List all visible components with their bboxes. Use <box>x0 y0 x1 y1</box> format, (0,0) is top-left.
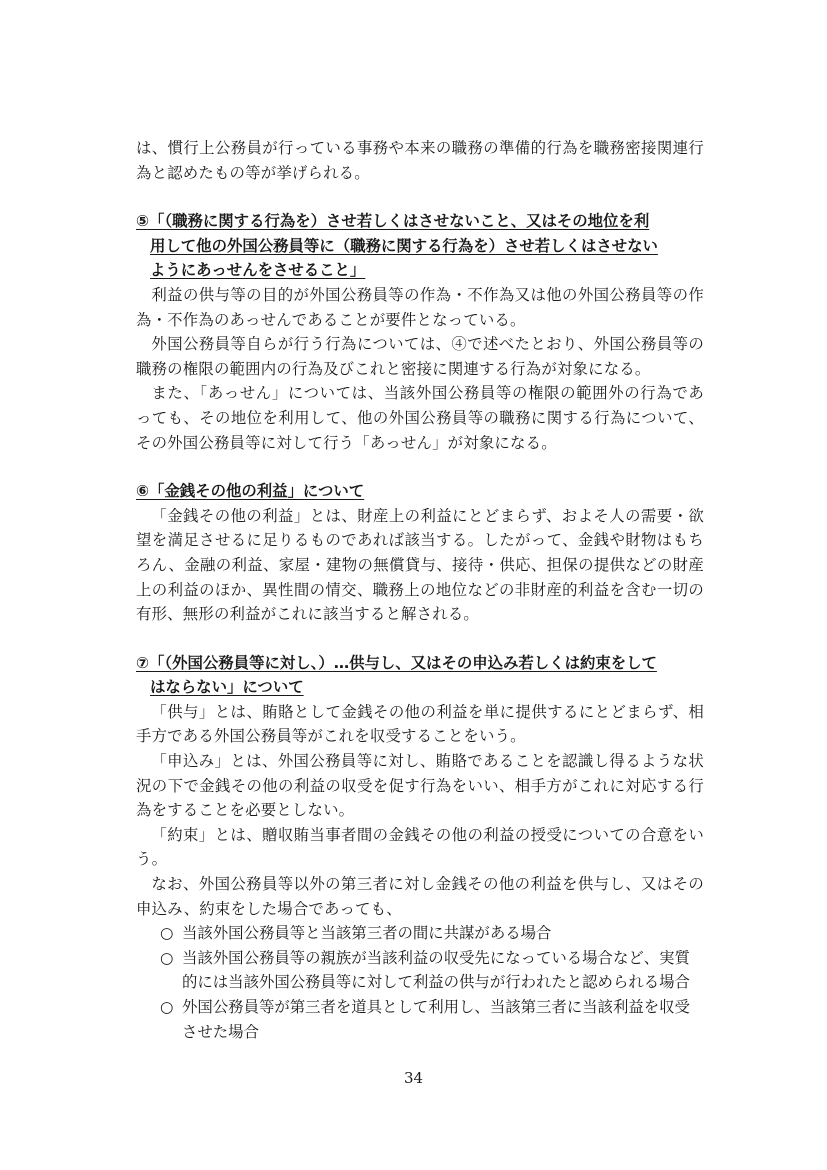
page-number: 34 <box>403 1069 424 1087</box>
list-item-text: 当該外国公務員等の親族が当該利益の収受先になっている場合など、実質的には当該外国公務員等に対して利益の供与が行われたと認められる場合 <box>182 948 690 992</box>
section-7-heading <box>136 651 704 700</box>
section-5-paragraph-3: また、「あっせん」については、当該外国公務員等の権限の範囲外の行為であっても、その地位を利用して、他の外国公務員等の職務に関する行為について、その外国公務員等に対して行う「あっせん」が対象になる。 <box>136 384 704 452</box>
circle-bullet-icon: ○ <box>160 998 174 1016</box>
section-7-paragraph-4: なお、外国公務員等以外の第三者に対し金銭その他の利益を供与し、又はその申込み、約束をした場合であっても、 <box>136 875 704 918</box>
section-7-heading-line-1: ⑦「（外国公務員等に対し、）…供与し、又はその申込み若しくは約束をして <box>136 653 657 672</box>
condition-list <box>136 921 704 1044</box>
circle-bullet-icon: ○ <box>160 924 174 943</box>
section-6-heading <box>136 479 704 504</box>
section-7-paragraph-2: 「申込み」とは、外国公務員等に対し、賄賂であることを認識し得るような状況の下で金銭その他の利益の収受を促す行為をいい、相手方がこれに対応する行為をすることを必要としない。 <box>136 752 704 820</box>
section-7-heading-line-2: はならない」について <box>150 678 304 697</box>
section-5-paragraph-1: 利益の供与等の目的が外国公務員等の作為・不作為又は他の外国公務員等の作為・不作為のあっせんであることが要件となっている。 <box>136 285 704 329</box>
section-7-paragraph-1: 「供与」とは、賄賂として金銭その他の利益を単に提供するにとどまらず、相手方である外国公務員等がこれを収受することをいう。 <box>136 702 704 746</box>
list-item <box>160 921 704 946</box>
section-5-heading-line-3: ようにあっせんをさせること」 <box>150 261 366 280</box>
circle-bullet-icon: ○ <box>160 948 174 967</box>
section-5-heading-line-1: ⑤「（職務に関する行為を）させ若しくはさせないこと、又はその地位を利 <box>136 212 650 231</box>
document-body <box>136 136 704 1044</box>
list-item-text: 当該外国公務員等と当該第三者の間に共謀がある場合 <box>182 924 552 943</box>
section-5-heading <box>136 209 704 283</box>
section-6-paragraph-1: 「金銭その他の利益」とは、財産上の利益にとどまらず、およそ人の需要・欲望を満足させるに足りるものであれば該当する。したがって、金銭や財物はもちろん、金融の利益、家屋・建物の無償貸与、接待・供応、担保の提供などの財産上の利益のほか、異性間の情交、職務上の地位などの非財産的利益を含む一切の有形、無形の利益がこれに該当すると解される。 <box>136 506 704 624</box>
section-5-paragraph-2: 外国公務員等自らが行う行為については、④で述べたとおり、外国公務員等の職務の権限の範囲内の行為及びこれと密接に関連する行為が対象になる。 <box>136 335 704 378</box>
intro-paragraph: は、慣行上公務員が行っている事務や本来の職務の準備的行為を職務密接関連行為と認めたもの等が挙げられる。 <box>136 139 704 182</box>
section-6-heading-line: ⑥「金銭その他の利益」について <box>136 482 365 501</box>
list-item <box>160 946 704 995</box>
section-7-paragraph-3: 「約束」とは、贈収賄当事者間の金銭その他の利益の授受についての合意をいう。 <box>136 825 704 869</box>
section-5-heading-line-2: 用して他の外国公務員等に（職務に関する行為を）させ若しくはさせない <box>150 236 658 255</box>
list-item-text: 外国公務員等が第三者を道具として利用し、当該第三者に当該利益を収受させた場合 <box>182 998 690 1041</box>
list-item <box>160 995 704 1044</box>
